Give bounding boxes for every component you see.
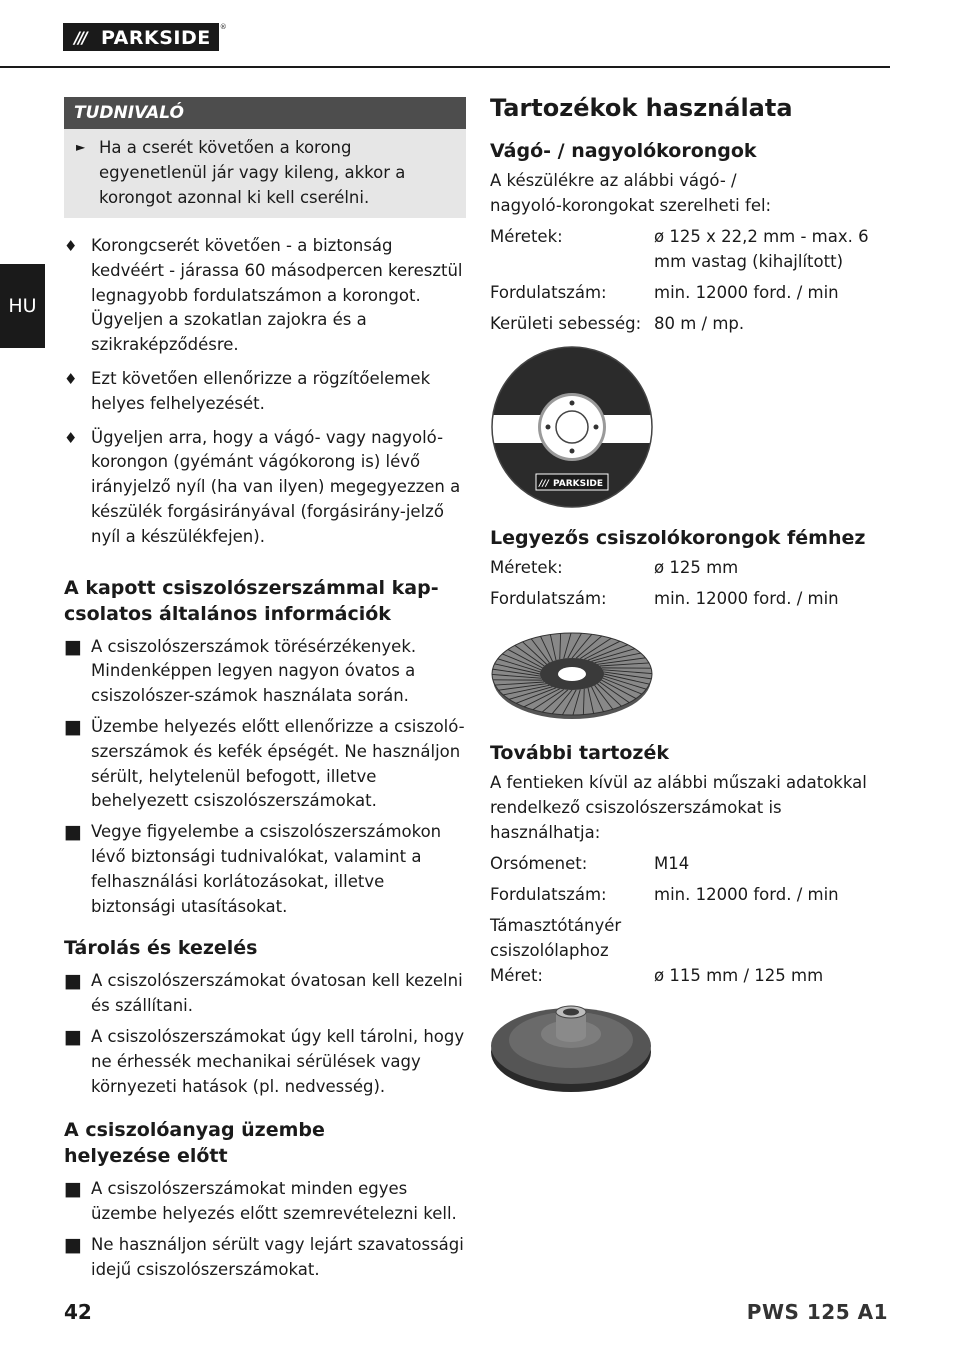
note-box [64,97,466,218]
note-body [64,129,466,218]
spec-row: Méret: ø 115 mm / 125 mm [490,966,824,985]
spec-row: Méretek: ø 125 x 22,2 mm - max. 6 mm vastag (kihajlított) [490,227,869,271]
list-item: ■ Vegye figyelembe a csiszolószerszámokon lévő biztonsági tudnivalókat, valamint a felhasználási korlátozásokat, illetve biztonsági utasításokat. [64,820,466,919]
subsection-heading: Vágó- / nagyolókorongok [490,140,757,162]
section-heading: Tárolás és kezelés [64,937,258,960]
square-bullet-icon: ■ [64,1025,82,1048]
spec-row: Fordulatszám: min. 12000 ford. / min [490,283,839,302]
header-rule [0,66,890,68]
backing-pad-image [490,994,654,1098]
list-item: ♦ Ügyeljen arra, hogy a vágó- vagy nagyoló-korongon (gyémánt vágókorong is) lévő irányjelző nyíl (ha van ilyen) megegyezzen a készülék forgásirányával (forgásirány-jelző nyíl a készülékfejen). [64,426,466,550]
parkside-logo [63,23,227,51]
list-item: ■ A csiszolószerszámokat minden egyes üzembe helyezés előtt szemrevételezni kell. [64,1177,466,1227]
diamond-bullet-icon: ♦ [64,369,78,388]
model-name: PWS 125 A1 [746,1300,888,1324]
language-tab: HU [0,264,45,348]
page-title: Tartozékok használata [490,94,793,122]
list-item: ■ Üzembe helyezés előtt ellenőrizze a csiszoló-szerszámok és kefék épségét. Ne használjon sérült, helytelenül befogott, illetve behelyezett csiszolószerszámokat. [64,715,466,814]
spec-row: Fordulatszám: min. 12000 ford. / min [490,885,839,904]
list-item: ■ A csiszolószerszámokat úgy kell tárolni, hogy ne érhessék mechanikai sérülések vagy környezeti hatások (pl. nedvesség). [64,1025,466,1099]
subsection-heading: Legyezős csiszolókorongok fémhez [490,527,866,549]
right-column [490,92,890,1098]
diamond-bullet-icon: ♦ [64,237,78,255]
flap-disc-image [490,622,654,722]
intro-text: A fentieken kívül az alábbi műszaki adatokkal rendelkező csiszolószerszámokat is használhatja: [490,773,867,842]
square-bullet-icon: ■ [64,1233,82,1256]
page-number: 42 [64,1300,92,1324]
diamond-bullet-icon: ♦ [64,428,78,447]
note-text: Ha a cserét követően a korong egyenetlenül jár vagy kileng, akkor a korongot azonnal ki kell cserélni. [99,138,406,207]
logo-wordmark: PARKSIDE [97,23,219,51]
section-heading: A csiszolóanyag üzembe helyezése előtt [64,1119,325,1168]
note-title: TUDNIVALÓ [64,97,466,129]
disc-brand-label: PARKSIDE [552,479,604,489]
spec-row: Méretek: ø 125 mm [490,558,739,577]
square-bullet-icon: ■ [64,635,82,658]
logo-stripes: /// [63,23,97,51]
square-bullet-icon: ■ [64,715,82,738]
list-item: ■ A csiszolószerszámokat óvatosan kell kezelni és szállítani. [64,969,466,1019]
arrow-right-icon: ► [76,140,86,154]
svg-text:///: /// [539,479,549,489]
list-item: ■ Ne használjon sérült vagy lejárt szavatossági idejű csiszolószerszámokat. [64,1233,466,1283]
pad-label: Támasztótányér csiszolólaphoz [490,916,622,960]
registered-mark: ® [219,23,227,31]
list-item: ■ A csiszolószerszámok törésérzékenyek. Mindenképpen legyen nagyon óvatos a csiszolószer-számok használata során. [64,635,466,709]
list-item: ♦ Ezt követően ellenőrizze a rögzítőelemek helyes felhelyezését. [64,367,466,417]
spec-row: Fordulatszám: min. 12000 ford. / min [490,589,839,608]
cutting-disc-image [490,345,654,509]
square-bullet-icon: ■ [64,1178,82,1201]
intro-text: A készülékre az alábbi vágó- / nagyoló-korongokat szerelheti fel: [490,171,772,215]
spec-row: Orsómenet: M14 [490,854,690,873]
list-item: ♦ Korongcserét követően - a biztonság kedvéért - járassa 60 másodpercen keresztül legnagyobb fordulatszámon a korongot. Ügyeljen a szokatlan zajokra és a szikraképződésre. [64,234,466,358]
square-bullet-icon: ■ [64,970,82,993]
section-heading: A kapott csiszolószerszámmal kap-csolatos általános információk [64,576,439,625]
subsection-heading: További tartozék [490,742,670,764]
left-column [64,97,466,1283]
square-bullet-icon: ■ [64,821,82,844]
spec-row: Kerületi sebesség: 80 m / mp. [490,314,745,333]
